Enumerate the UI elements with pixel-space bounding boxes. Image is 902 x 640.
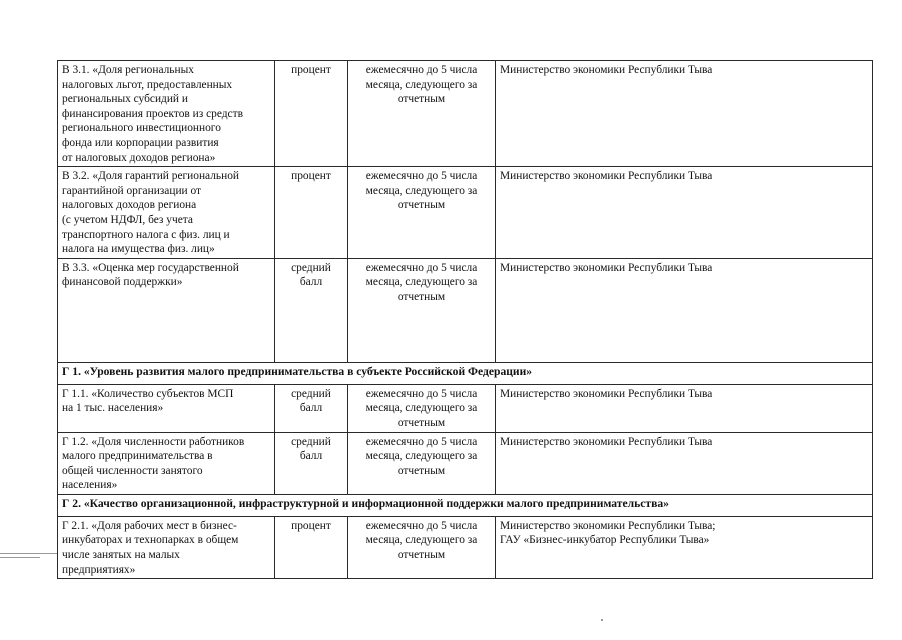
frequency-text: ежемесячно до 5 числа месяца, следующего за отчетным bbox=[365, 435, 478, 477]
indicator-text: Г 1.2. «Доля численности работников малого предпринимательства в общей численности занятого населения» bbox=[62, 435, 245, 492]
frequency-cell bbox=[348, 384, 496, 432]
indicator-text: В 3.3. «Оценка мер государственной финансовой поддержки» bbox=[62, 261, 239, 289]
scan-speck bbox=[601, 619, 603, 621]
unit-cell bbox=[275, 258, 348, 362]
indicator-cell bbox=[58, 516, 275, 578]
frequency-text: ежемесячно до 5 числа месяца, следующего за отчетным bbox=[365, 170, 478, 212]
indicator-text: Г 2.1. «Доля рабочих мест в бизнес- инкубаторах и технопарках в общем числе занятых на малых предприятиях» bbox=[62, 519, 239, 576]
responsible-text: Министерство экономики Республики Тыва; ГАУ «Бизнес-инкубатор Республики Тыва» bbox=[500, 519, 716, 547]
indicator-cell bbox=[58, 258, 275, 362]
indicator-cell bbox=[58, 432, 275, 494]
unit-text: процент bbox=[291, 64, 331, 76]
responsible-cell bbox=[496, 384, 873, 432]
frequency-text: ежемесячно до 5 числа месяца, следующего за отчетным bbox=[365, 64, 478, 106]
table-row bbox=[58, 258, 873, 362]
frequency-text: ежемесячно до 5 числа месяца, следующего за отчетным bbox=[365, 519, 478, 562]
indicator-cell bbox=[58, 61, 275, 167]
frequency-cell bbox=[348, 432, 496, 494]
responsible-text: Министерство экономики Республики Тыва bbox=[500, 170, 713, 183]
unit-cell bbox=[275, 516, 348, 578]
indicator-text: В 3.2. «Доля гарантий региональной гарантийной организации от налоговых доходов региона (с учетом НДФЛ, без учета транспортного налога с физ. лиц и налога на имущества физ. лиц» bbox=[62, 170, 239, 256]
unit-text: средний балл bbox=[291, 261, 331, 289]
responsible-cell bbox=[496, 61, 873, 167]
frequency-cell bbox=[348, 516, 496, 578]
unit-text: процент bbox=[291, 519, 331, 532]
table-row bbox=[58, 61, 873, 167]
responsible-text: Министерство экономики Республики Тыва bbox=[500, 435, 713, 448]
section-row bbox=[58, 362, 873, 384]
section-title: Г 1. «Уровень развития малого предпринимательства в субъекте Российской Федерации» bbox=[62, 364, 533, 378]
unit-cell bbox=[275, 432, 348, 494]
scan-artifact-line bbox=[0, 553, 57, 554]
indicator-text: Г 1.1. «Количество субъектов МСП на 1 тыс. населения» bbox=[62, 387, 234, 415]
table-row bbox=[58, 167, 873, 259]
indicator-text: В 3.1. «Доля региональных налоговых льгот, предоставленных региональных субсидий и финансирования проектов из средств регионального инвестиционного фонда или корпорации развития от налоговых доходов региона» bbox=[62, 64, 243, 164]
section-heading bbox=[58, 362, 873, 384]
frequency-text: ежемесячно до 5 числа месяца, следующего за отчетным bbox=[365, 261, 478, 303]
responsible-cell bbox=[496, 432, 873, 494]
frequency-cell bbox=[348, 167, 496, 259]
responsible-text: Министерство экономики Республики Тыва bbox=[500, 64, 713, 76]
scan-artifact-line bbox=[0, 557, 40, 558]
responsible-cell bbox=[496, 167, 873, 259]
frequency-text: ежемесячно до 5 числа месяца, следующего за отчетным bbox=[365, 387, 478, 429]
unit-cell bbox=[275, 167, 348, 259]
section-title: Г 2. «Качество организационной, инфраструктурной и информационной поддержки малого предпринимательства» bbox=[62, 496, 669, 510]
table-row bbox=[58, 432, 873, 494]
unit-cell bbox=[275, 61, 348, 167]
indicators-table bbox=[57, 60, 873, 579]
responsible-text: Министерство экономики Республики Тыва bbox=[500, 261, 713, 274]
frequency-cell bbox=[348, 61, 496, 167]
indicator-cell bbox=[58, 167, 275, 259]
section-heading bbox=[58, 494, 873, 516]
responsible-text: Министерство экономики Республики Тыва bbox=[500, 387, 713, 400]
section-row bbox=[58, 494, 873, 516]
unit-text: средний балл bbox=[291, 387, 331, 415]
frequency-cell bbox=[348, 258, 496, 362]
unit-text: средний балл bbox=[291, 435, 331, 463]
indicator-cell bbox=[58, 384, 275, 432]
unit-cell bbox=[275, 384, 348, 432]
responsible-cell bbox=[496, 258, 873, 362]
table-row bbox=[58, 516, 873, 578]
unit-text: процент bbox=[291, 170, 331, 183]
responsible-cell bbox=[496, 516, 873, 578]
table-row bbox=[58, 384, 873, 432]
